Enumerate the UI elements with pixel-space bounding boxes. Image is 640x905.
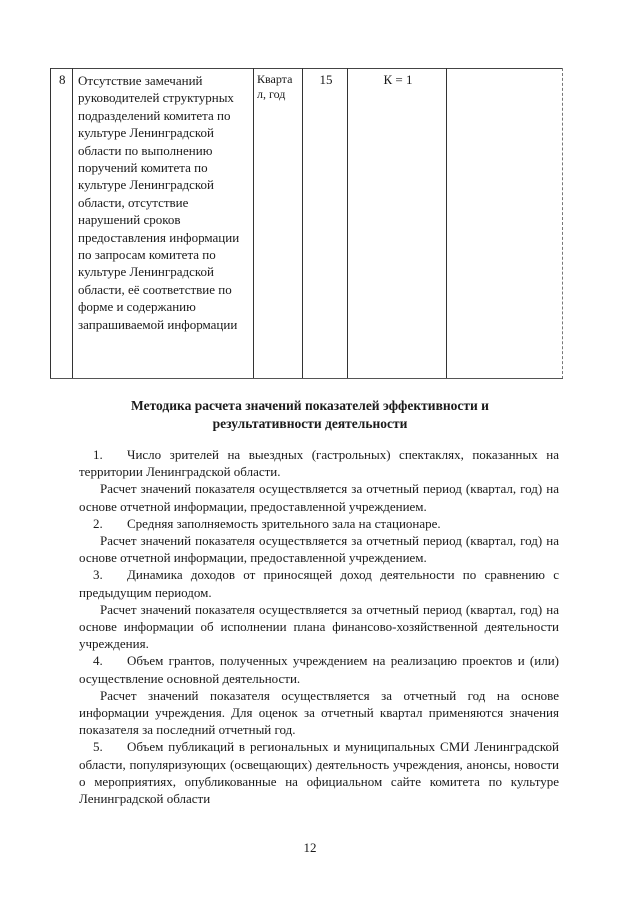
paragraph-calc-4: Расчет значений показателя осуществляется за отчетный год на основе информации учреждения. Для оценок за отчетный квартал применяются значения показателя за последний отчетный год. bbox=[79, 687, 559, 738]
paragraph-item-3 bbox=[79, 566, 559, 600]
reporting-period: Кварта л, год bbox=[257, 72, 293, 101]
table-top-border bbox=[50, 68, 563, 69]
paragraph-item-5 bbox=[79, 738, 559, 807]
paragraph-calc-1: Расчет значений показателя осуществляется за отчетный период (квартал, год) на основе отчетной информации, предоставленной учреждением. bbox=[79, 481, 559, 514]
paragraph-item-4 bbox=[79, 652, 559, 686]
item-text: Число зрителей на выездных (гастрольных) спектаклях, показанных на территории Ленинградской области. bbox=[79, 447, 559, 480]
item-number: 1. bbox=[93, 447, 103, 462]
page-number: 12 bbox=[303, 840, 317, 855]
table-border-weight bbox=[347, 68, 348, 379]
table-border-right bbox=[562, 68, 563, 379]
item-text: Объем грантов, полученных учреждением на реализацию проектов и (или) осуществление основной деятельности. bbox=[79, 653, 559, 686]
item-number: 2. bbox=[93, 515, 103, 531]
item-text: Динамика доходов от приносящей доход деятельности по сравнению с предыдущим периодом. bbox=[79, 567, 559, 600]
item-number: 3. bbox=[93, 567, 103, 583]
item-text: Объем публикаций в региональных и муниципальных СМИ Ленинградской области, популяризующих (освещающих) деятельность учреждения, анонсы, новости о мероприятиях, опубликованные на официальном сайте комитета по культуре Ленинградской области bbox=[79, 739, 559, 807]
indicator-table bbox=[50, 68, 563, 379]
paragraph-item-1 bbox=[79, 446, 559, 480]
table-border-period bbox=[302, 68, 303, 379]
table-border-coefficient bbox=[446, 68, 447, 379]
indicator-description: Отсутствие замечаний руководителей структурных подразделений комитета по культуре Ленинградской области по выполнению поручений комитета по культуре Ленинградской области, отсутствие нарушений сроков предоставления информации по запросам комитета по культуре Ленинградской области, её соответствие по форме и содержанию запрашиваемой информации bbox=[78, 73, 240, 332]
methodology-text bbox=[79, 446, 559, 807]
table-border-indicator bbox=[253, 68, 254, 379]
table-border-num bbox=[72, 68, 73, 379]
table-border-left bbox=[50, 68, 51, 379]
row-number: 8 bbox=[59, 72, 66, 87]
indicator-coefficient: К = 1 bbox=[383, 72, 413, 87]
item-number: 5. bbox=[93, 739, 103, 755]
item-text: Средняя заполняемость зрительного зала на стационаре. bbox=[127, 515, 441, 531]
table-bottom-border bbox=[50, 378, 563, 379]
item-number: 4. bbox=[93, 653, 103, 669]
paragraph-calc-3: Расчет значений показателя осуществляется за отчетный период (квартал, год) на основе информации об исполнении плана финансово-хозяйственной деятельности учреждения. bbox=[79, 601, 559, 652]
indicator-weight: 15 bbox=[319, 72, 333, 87]
paragraph-item-2 bbox=[79, 515, 559, 532]
section-title: Методика расчета значений показателей эффективности и результативности деятельности bbox=[131, 398, 489, 431]
paragraph-calc-2: Расчет значений показателя осуществляется за отчетный период (квартал, год) на основе отчетной информации, предоставленной учреждением. bbox=[79, 533, 559, 566]
